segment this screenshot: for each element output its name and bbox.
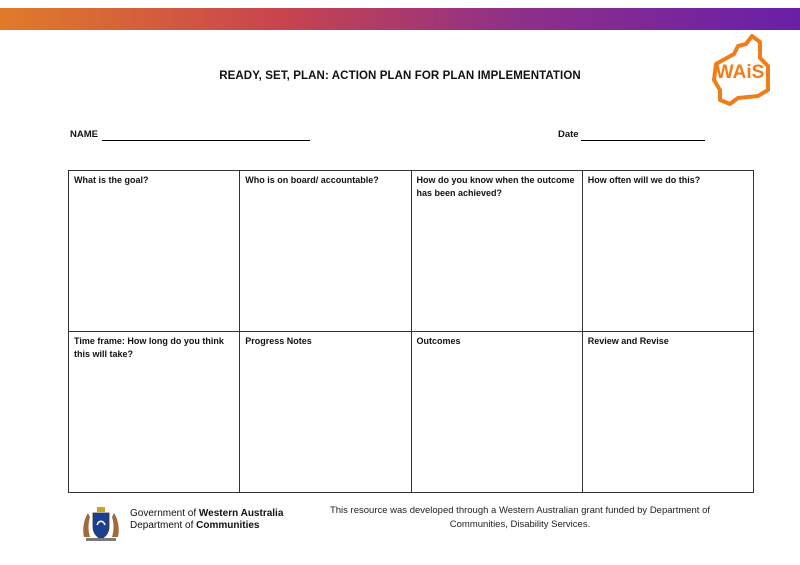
table-cell[interactable] <box>69 332 240 493</box>
name-label: NAME <box>70 129 98 140</box>
gov-line2-prefix: Department of <box>130 520 197 531</box>
page-title: READY, SET, PLAN: ACTION PLAN FOR PLAN IMPLEMENTATION <box>219 70 581 82</box>
table-cell[interactable] <box>582 332 753 493</box>
date-field[interactable] <box>581 140 705 141</box>
cell-label: How do you know when the outcome has been achieved? <box>416 175 575 198</box>
cell-label: Review and Revise <box>587 336 669 346</box>
table-cell[interactable] <box>411 332 582 493</box>
cell-label: What is the goal? <box>74 175 149 185</box>
gov-line1-bold: Western Australia <box>198 508 284 519</box>
table-cell[interactable] <box>240 332 411 493</box>
date-label: Date <box>558 129 579 140</box>
table-row <box>69 171 754 332</box>
gov-line2-bold: Communities <box>196 520 260 531</box>
cell-label: Time frame: How long do you think this will take? <box>74 336 224 359</box>
cell-label: Progress Notes <box>245 336 312 346</box>
cell-label: Who is on board/ accountable? <box>245 175 379 185</box>
table-cell[interactable] <box>411 171 582 332</box>
cell-label: Outcomes <box>416 336 461 346</box>
table-row <box>69 332 754 493</box>
header-gradient-band <box>0 8 800 30</box>
cell-label: How often will we do this? <box>587 175 701 185</box>
funding-note: This resource was developed through a Western Australian grant funded by Department of Communities, Disability Services. <box>329 505 711 530</box>
table-cell[interactable] <box>582 171 753 332</box>
government-wordmark <box>130 508 283 532</box>
name-field[interactable] <box>102 140 310 141</box>
action-plan-table <box>68 170 754 493</box>
gov-line1-prefix: Government of <box>130 508 199 519</box>
table-cell[interactable] <box>240 171 411 332</box>
coat-of-arms-emblem <box>78 503 124 543</box>
svg-text:WAiS: WAiS <box>715 62 765 83</box>
table-cell[interactable] <box>69 171 240 332</box>
